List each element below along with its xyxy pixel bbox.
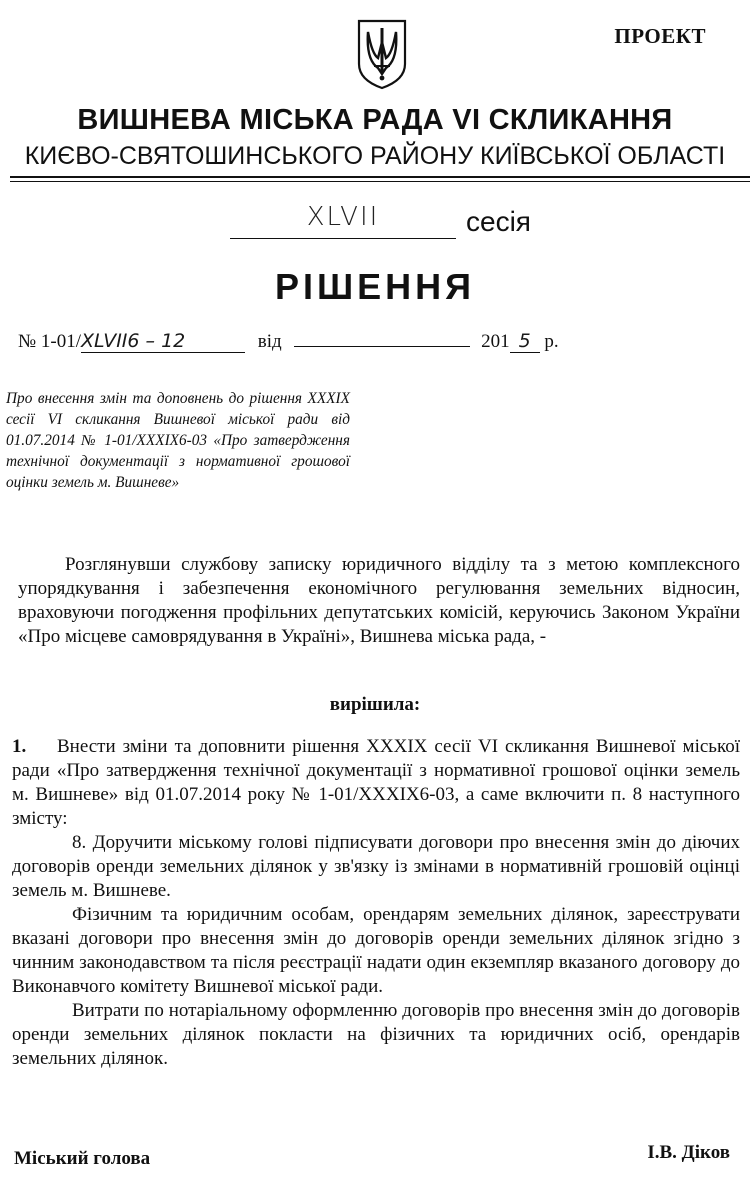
decision-number-prefix: № 1-01/: [18, 331, 81, 352]
district-name: КИЄВО-СВЯТОШИНСЬКОГО РАЙОНУ КИЇВСЬКОЇ ОБЛАСТІ: [24, 142, 726, 170]
project-label: ПРОЕКТ: [614, 24, 706, 48]
paragraph-8: 8. Доручити міському голові підписувати договори про внесення змін до діючих договорів оренди земельних ділянок у зв'язку із змінами в нормативній грошовій оцінці земель м. Вишневе.: [12, 832, 740, 901]
decision-summary: Про внесення змін та доповнень до рішення XXXIX сесії VI скликання Вишневої міської ради від 01.07.2014 № 1-01/XXXIX6-03 «Про затвердження технічної документації з нормативної грошової оцінки земель м. Вишневе»: [6, 390, 350, 491]
session-label: сесія: [466, 206, 531, 237]
header-divider-thin: [10, 181, 750, 182]
decision-year-prefix: 201: [481, 331, 510, 352]
paragraph-persons: Фізичним та юридичним особам, орендарям земельних ділянок, зареєструвати вказані договори про внесення змін до договорів оренди земельних ділянок згідно з чинним законодавством та після реєстрації надати один екземпляр вказаного договору до Виконавчого комітету Вишневої міської ради.: [12, 904, 740, 997]
paragraph-costs: Витрати по нотаріальному оформленню договорів про внесення змін до договорів оренди земельних ділянок покласти на фізичних та юридичних осіб, орендарів земельних ділянок.: [12, 1000, 740, 1069]
session-underline: [230, 238, 456, 239]
decision-year-digit: 5: [510, 330, 540, 353]
decision-from-label: від: [257, 331, 282, 352]
decision-number-row: [18, 328, 559, 353]
council-name: ВИШНЕВА МІСЬКА РАДА VI СКЛИКАННЯ: [77, 104, 673, 136]
header-divider-thick: [10, 176, 750, 178]
item-1: [12, 735, 740, 831]
resolved-heading: вирішила:: [329, 694, 421, 715]
decision-year-suffix: р.: [544, 331, 559, 352]
decision-title: РІШЕННЯ: [274, 266, 476, 307]
preamble-paragraph: Розглянувши службову записку юридичного відділу та з метою комплексного упорядкування і забезпечення економічного регулювання земельних відносин, враховуючи погодження профільних депутатських комісій, керуючись Законом України «Про місцеве самоврядування в Україні», Вишнева міська рада, -: [18, 554, 740, 647]
signature-title: Міський голова: [14, 1148, 151, 1169]
item-1-text: Внести зміни та доповнити рішення XXXIX сесії VI скликання Вишневої міської ради «Про затвердження технічної документації з нормативної грошової оцінки земель м. Вишневе» від 01.07.2014 року № 1-01/XXXIX6-03, а саме включити п. 8 наступного змісту:: [12, 736, 740, 829]
signature-name: І.В. Діков: [647, 1142, 730, 1163]
decision-date-blank: [294, 328, 470, 347]
decision-items: [12, 735, 740, 1071]
item-1-number: 1.: [12, 736, 27, 757]
decision-number-handwritten: XLVII6 – 12: [81, 330, 245, 353]
trident-coat-of-arms-icon: [356, 18, 408, 90]
session-number: XLVII: [306, 202, 380, 232]
